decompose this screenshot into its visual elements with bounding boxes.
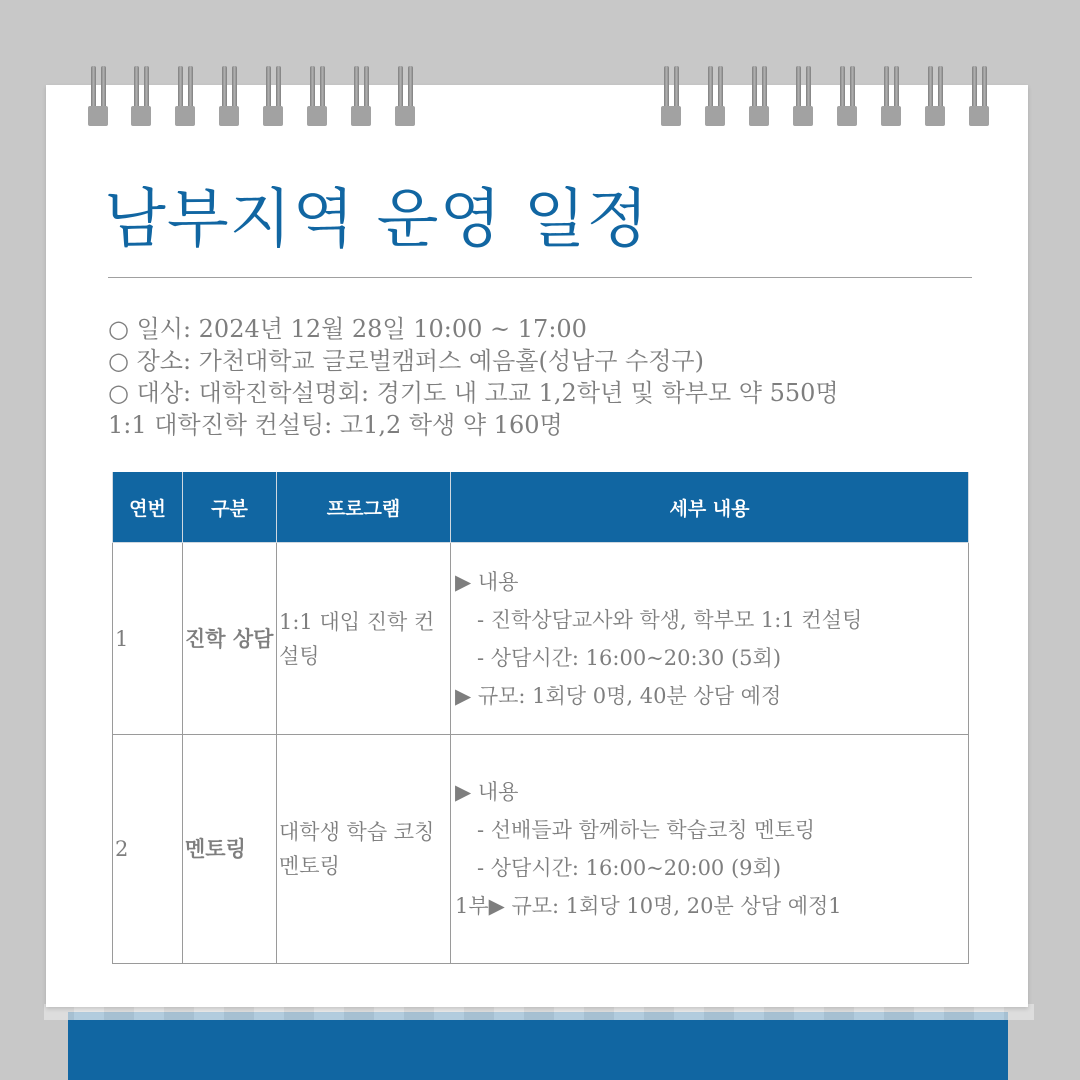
row-no: 1 [113, 543, 183, 735]
header-category: 구분 [183, 472, 277, 543]
row-program: 1:1 대입 진학 컨설팅 [277, 543, 451, 735]
detail-line: - 상담시간: 16:00~20:00 (9회) [477, 856, 782, 880]
event-target: ○ 대상: 대학진학설명회: 경기도 내 고교 1,2학년 및 학부모 약 550명 [108, 379, 839, 407]
event-info [108, 313, 968, 441]
schedule-table [112, 472, 969, 964]
detail-line: - 선배들과 함께하는 학습코칭 멘토링 [477, 818, 816, 842]
row-details [451, 735, 969, 964]
spiral-ring-icon [969, 66, 991, 126]
spiral-ring-icon [705, 66, 727, 126]
row-program: 대학생 학습 코칭 멘토링 [277, 735, 451, 964]
spiral-ring-icon [351, 66, 373, 126]
spiral-ring-icon [925, 66, 947, 126]
calendar-base [68, 1012, 1008, 1080]
detail-line: - 상담시간: 16:00~20:30 (5회) [477, 645, 782, 670]
event-target-consulting: 1:1 대학진학 컨설팅: 고1,2 학생 약 160명 [108, 411, 563, 439]
spiral-ring-icon [88, 66, 110, 126]
spiral-ring-icon [263, 66, 285, 126]
row-no: 2 [113, 735, 183, 964]
spiral-ring-icon [131, 66, 153, 126]
spiral-ring-icon [219, 66, 241, 126]
header-details: 세부 내용 [451, 472, 969, 543]
spiral-ring-icon [395, 66, 417, 126]
row-details [451, 543, 969, 735]
title-divider [108, 277, 972, 278]
detail-line: - 진학상담교사와 학생, 학부모 1:1 컨설팅 [477, 607, 863, 632]
detail-line: ▶ 내용 [455, 780, 519, 804]
header-program: 프로그램 [277, 472, 451, 543]
page-title: 남부지역 운영 일정 [104, 183, 650, 257]
table-row [113, 735, 969, 964]
spiral-ring-icon [661, 66, 683, 126]
table-header-row [113, 472, 969, 543]
spiral-ring-icon [749, 66, 771, 126]
event-date: ○ 일시: 2024년 12월 28일 10:00 ~ 17:00 [108, 315, 587, 343]
header-no: 연번 [113, 472, 183, 543]
event-place: ○ 장소: 가천대학교 글로벌캠퍼스 예음홀(성남구 수정구) [108, 347, 704, 375]
row-category: 진학 상담 [183, 543, 277, 735]
table-row [113, 543, 969, 735]
detail-line: ▶ 규모: 1회당 0명, 40분 상담 예정 [455, 683, 782, 708]
spiral-ring-icon [793, 66, 815, 126]
detail-line: 1부▶ 규모: 1회당 10명, 20분 상담 예정1 [455, 894, 842, 918]
spiral-ring-icon [307, 66, 329, 126]
row-category: 멘토링 [183, 735, 277, 964]
detail-line: ▶ 내용 [455, 569, 519, 594]
spiral-ring-icon [881, 66, 903, 126]
spiral-ring-icon [837, 66, 859, 126]
spiral-ring-icon [175, 66, 197, 126]
